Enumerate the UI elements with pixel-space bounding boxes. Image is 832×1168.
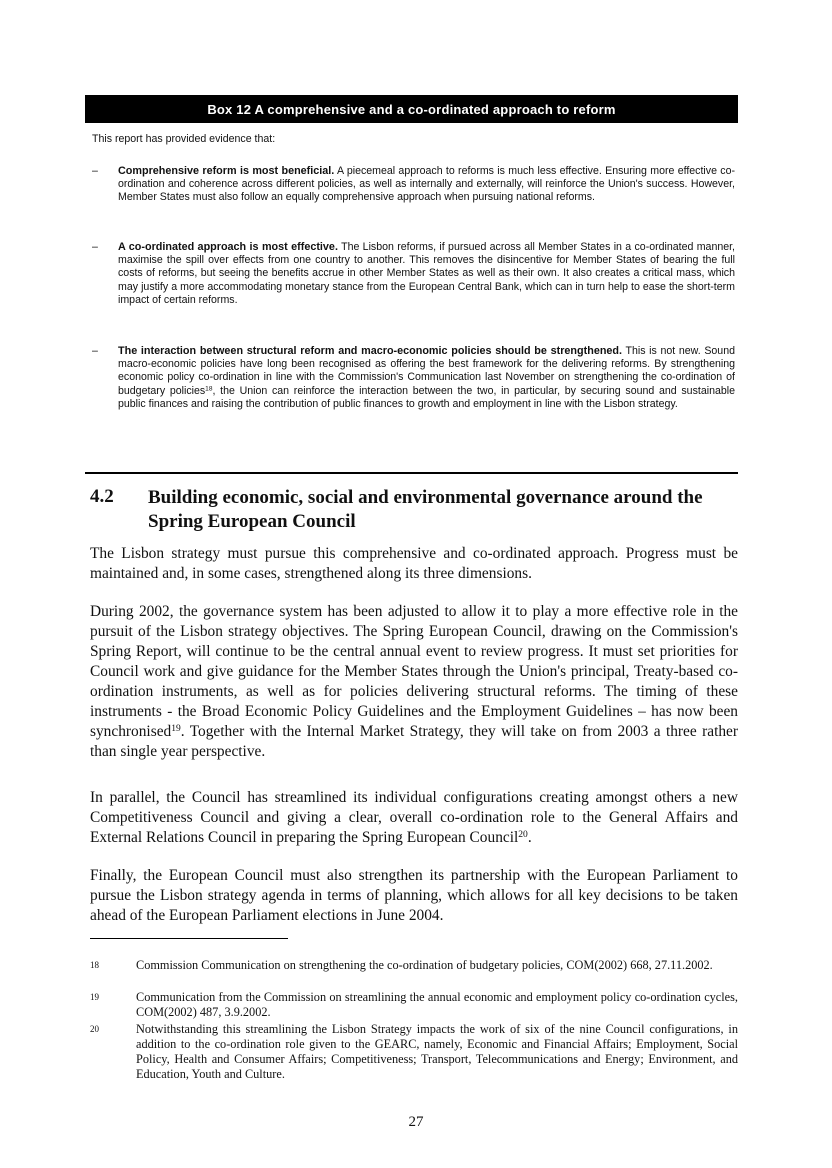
box-item-heading: Comprehensive reform is most beneficial. xyxy=(118,165,335,177)
section-title: Building economic, social and environmental governance around the Spring European Council xyxy=(148,487,703,532)
bullet-dash: – xyxy=(92,345,98,357)
box-bottom-rule xyxy=(85,472,738,474)
footnote-19 xyxy=(90,990,738,1020)
footnote-ref-18[interactable]: 18 xyxy=(205,385,213,392)
box-item-heading: A co-ordinated approach is most effective. xyxy=(118,241,338,253)
footnote-separator xyxy=(90,938,288,939)
box-item-comprehensive xyxy=(92,165,735,205)
section-number: 4.2 xyxy=(90,486,114,507)
box-item-text: The Lisbon reforms, if pursued across all Member States in a co-ordinated manner, maximise the spill over effects from one country to another. This removes the disincentive for Member States of bearing the full costs of reforms, but seeing the benefits accrue in other Member States as well as their own. It also creates a critical mass, which may justify a more accommodating monetary stance from the European Central Bank, which can in turn help to ease the short-term impact of certain reforms. xyxy=(118,241,736,306)
box-item-interaction xyxy=(92,345,735,411)
box-item-text-cont: , the Union can reinforce the interaction between the two, in particular, by securing sound and sustainable public finances and raising the contribution of public finances to growth and employment in line with the Lisbon strategy. xyxy=(118,384,735,410)
box-title: Box 12 A comprehensive and a co-ordinated approach to reform xyxy=(85,95,738,123)
footnote-18 xyxy=(90,958,738,973)
paragraph-3 xyxy=(90,788,738,848)
footnote-number: 19 xyxy=(90,992,99,1002)
box-item-text: A piecemeal approach to reforms is much less effective. Ensuring more effective co-ordination and coherence across different policies, as well as internally and externally, will reinforce the Union's success. However, Member States must also follow an equally comprehensive approach when pursuing national reforms. xyxy=(118,165,735,204)
box-item-text: This is not new. Sound macro-economic policies have long been recognised as offering the best framework for the delivering reforms. By strengthening economic policy co-ordination in line with the Commission's Communication last November on strengthening the co-ordination of budgetary policies xyxy=(118,345,735,397)
footnote-text: Communication from the Commission on streamlining the annual economic and employment policy co-ordination cycles, COM(2002) 487, 3.9.2002. xyxy=(136,990,738,1019)
bullet-dash: – xyxy=(92,241,98,253)
box-intro: This report has provided evidence that: xyxy=(92,133,276,145)
footnote-20 xyxy=(90,1022,738,1082)
paragraph-1: The Lisbon strategy must pursue this comprehensive and co-ordinated approach. Progress must be maintained and, in some cases, strengthened along its three dimensions. xyxy=(90,545,738,582)
paragraph-2-text: During 2002, the governance system has been adjusted to allow it to play a more effective role in the pursuit of the Lisbon strategy objectives. The Spring European Council, drawing on the Commission's Spring Report, will continue to be the central annual event to review progress. It must set priorities for Council work and give guidance for the Member States through the Union's principal, Treaty-based co-ordination instruments, as well as for policies delivering structural reforms. The timing of these instruments - the Broad Economic Policy Guidelines and the Employment Guidelines – has now been synchronised xyxy=(90,603,738,740)
paragraph-3-text: In parallel, the Council has streamlined its individual configurations creating amongst others a new Competitiveness Council and giving a clear, overall co-ordination role to the General Affairs and External Relations Council in preparing the Spring European Council xyxy=(90,789,738,846)
footnote-number: 20 xyxy=(90,1024,99,1034)
footnote-ref-19[interactable]: 19 xyxy=(171,722,181,734)
paragraph-3-text-cont: . xyxy=(527,829,532,846)
footnote-number: 18 xyxy=(90,960,99,970)
footnote-text: Notwithstanding this streamlining the Lisbon Strategy impacts the work of six of the nine Council configurations, in addition to the co-ordination role given to the GEARC, namely, Economic and Financial Affairs; Employment, Social Policy, Health and Consumer Affairs; Competitiveness; Transport, Telecommunications and Energy; Environment, and Education, Youth and Culture. xyxy=(136,1022,738,1081)
bullet-dash: – xyxy=(92,165,98,177)
page-number: 27 xyxy=(408,1114,424,1130)
footnote-text: Commission Communication on strengthening the co-ordination of budgetary policies, COM(2002) 668, 27.11.2002. xyxy=(136,958,713,972)
paragraph-2 xyxy=(90,602,738,762)
box-item-coordinated xyxy=(92,241,735,307)
paragraph-2-text-cont: . Together with the Internal Market Strategy, they will take on from 2003 a three rather than single year perspective. xyxy=(90,723,738,760)
paragraph-4: Finally, the European Council must also strengthen its partnership with the European Parliament to pursue the Lisbon strategy agenda in terms of planning, which allows for all key decisions to be taken ahead of the European Parliament elections in June 2004. xyxy=(90,867,738,924)
footnote-ref-20[interactable]: 20 xyxy=(518,828,528,840)
box-item-heading: The interaction between structural reform and macro-economic policies should be strengthened. xyxy=(118,345,623,357)
